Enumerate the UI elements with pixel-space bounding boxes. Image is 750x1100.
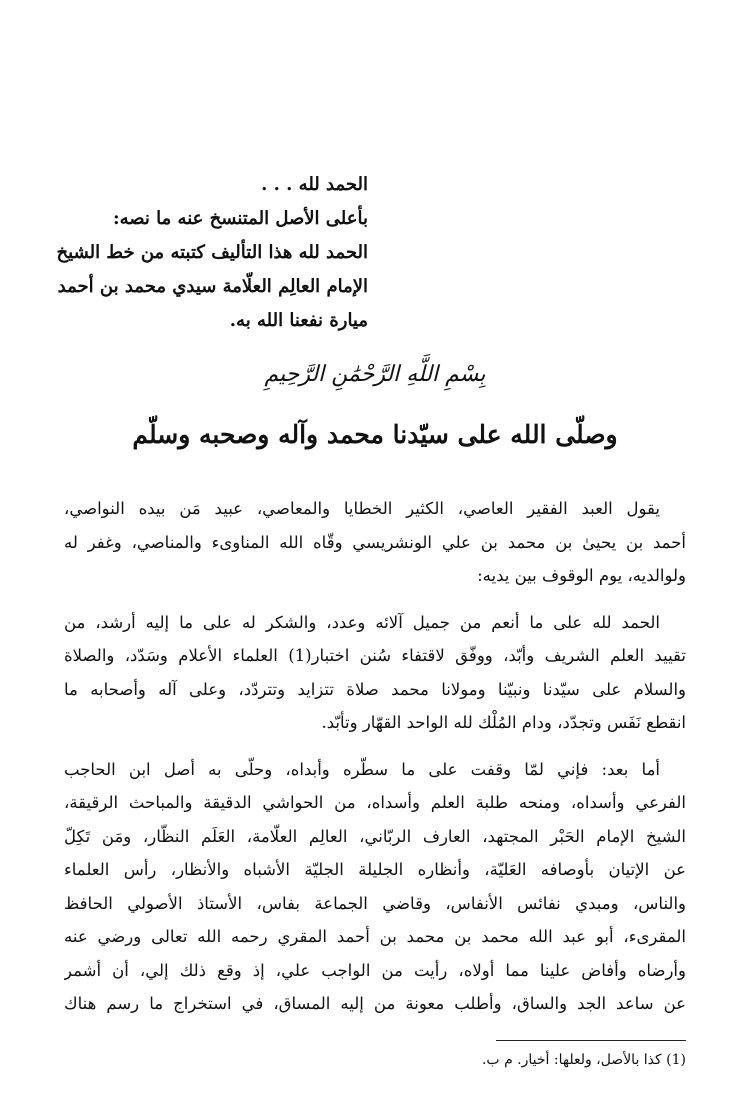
header-note-line: بأعلى الأصل المتنسخ عنه ما نصه:: [112, 208, 368, 229]
paragraph: [64, 492, 686, 593]
text-line: يقول العبد الفقير العاصي، الكثير الخطايا والمعاصي، عبيد مَن بيده النواصي،: [64, 499, 660, 518]
paragraph: [64, 606, 686, 740]
salawat-heading: وصلّى الله على سيّدنا محمد وآله وصحبه وسلّم: [132, 420, 618, 449]
footnote-divider: [496, 1040, 686, 1041]
header-note: [48, 168, 368, 338]
text-line: وأرضاه وأفاض علينا مما أولاه، رأيت من الواجب علي، إذ وقع ذلك إلي، أن أشمر: [64, 960, 686, 980]
text-line: الشيخ الإمام الحَبْر المجتهد، العارف الربّاني، العالِم العلّامة، العَلَم النظّار، ومَن تَكِلّ: [64, 826, 686, 846]
header-note-line: الحمد لله هذا التأليف كتبته من خط الشيخ: [56, 242, 368, 263]
text-line: تقييد العلم الشريف وأبّد، ووفّق لاقتفاء سُنن اختبار(1) العلماء الأعلام وسَدّد، والصلاة: [64, 646, 686, 665]
header-note-line: الحمد لله . . .: [261, 174, 368, 195]
header-note-line: ميارة نفعنا الله به.: [229, 310, 368, 331]
footnote: (1) كذا بالأصل، ولعلها: أخيار. م ب.: [481, 1052, 686, 1068]
text-line: ولوالديه، يوم الوقوف بين يديه:: [477, 566, 686, 585]
text-line: الفرعي وأسداه، ومنحه طلبة العلم وأسداه، من الحواشي الدقيقة والمباحث الرقيقة،: [64, 793, 686, 812]
basmala: بِسْمِ اللَّهِ الرَّحْمَٰنِ الرَّحِيمِ: [264, 362, 486, 387]
text-line: أما بعد: فإني لمّا وقفت على ما سطّره وأبداه، وحلّى به أصل ابن الحاجب: [64, 759, 660, 779]
paragraph: [64, 753, 686, 1021]
text-line: والسلام على سيّدنا ونبيّنا ومولانا محمد صلاة تتزايد وتتردّد، وعلى آله وأصحابه ما: [64, 679, 686, 699]
text-line: والناس، ومبدي نفائس الأنفاس، وقاضي الجماعة بفاس، الأستاذ الأصولي الحافظ: [64, 893, 686, 913]
body-text: [64, 492, 686, 1034]
header-note-line: الإمام العالِم العلّامة سيدي محمد بن أحمد: [57, 276, 368, 297]
text-line: المقرىء، أبو عبد الله محمد بن محمد بن أحمد المقري رحمه الله تعالى ورضي عنه: [64, 927, 686, 946]
text-line: انقطع نَفَس وتجدّد، ودام المُلْك لله الواحد القهّار وتأبّد.: [321, 713, 686, 732]
text-line: الحمد لله على ما أنعم من جميل آلائه وعدد، والشكر له على ما إليه أرشد، من: [64, 612, 660, 632]
text-line: أحمد بن يحيىٰ بن محمد بن علي الونشريسي وقّاه الله المناوىء والمناصي، وغفر له: [64, 532, 686, 552]
text-line: عن الإتيان بأوصافه العَليّة، وأنظاره الجليلة الجليّة الأشباه والأنظار، رأس العلماء: [64, 860, 686, 879]
text-line: عن ساعد الجد والساق، وأطلب معونة من إليه المساق، في استخراج ما رسم هناك: [64, 994, 686, 1013]
